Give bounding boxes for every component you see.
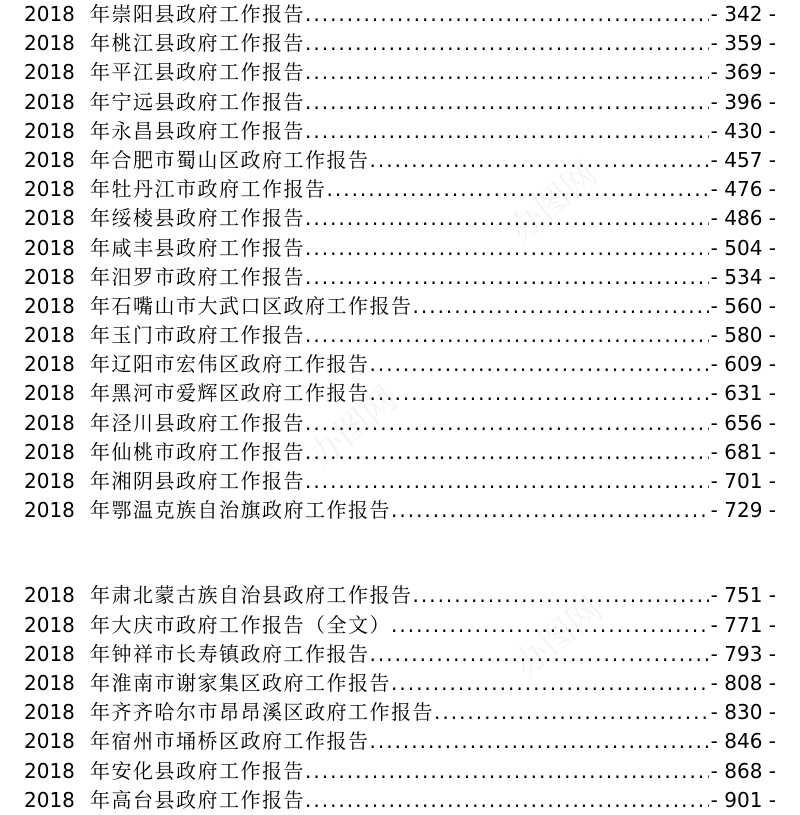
toc-entry[interactable] [24,669,776,698]
toc-entry-title: 年崇阳县政府工作报告 [90,2,305,26]
dot-leader [434,698,709,727]
toc-entry-year: 2018 [24,583,75,608]
toc-entry-page-number: - 396 - [710,89,776,114]
toc-entry[interactable] [24,117,776,146]
toc-entry-year: 2018 [24,498,75,523]
dot-leader [413,292,709,321]
toc-entry-title: 年辽阳市宏伟区政府工作报告 [90,352,370,377]
toc-entry-year: 2018 [24,2,75,26]
toc-entry-year: 2018 [24,60,75,85]
toc-entry-year: 2018 [24,729,75,754]
toc-entry-title: 年汨罗市政府工作报告 [90,264,305,289]
dot-leader [305,467,709,496]
dot-leader [391,611,709,640]
toc-entry-page-number: - 486 - [710,206,776,231]
toc-entry-page-number: - 609 - [710,352,776,377]
toc-entry-year: 2018 [24,293,75,318]
dot-leader [391,669,709,698]
toc-entry[interactable] [24,350,776,379]
toc-entry-title: 年钟祥市长寿镇政府工作报告 [90,641,370,666]
toc-entry[interactable] [24,29,776,58]
toc-entry-year: 2018 [24,439,75,464]
toc-entry-year: 2018 [24,89,75,114]
dot-leader [305,786,709,815]
dot-leader [305,438,709,467]
toc-entry-page-number: - 560 - [710,293,776,318]
toc-entry-title: 年黑河市爱辉区政府工作报告 [90,381,370,406]
toc-entry[interactable] [24,640,776,669]
toc-entry-page-number: - 681 - [710,439,776,464]
toc-entry-page-number: - 504 - [710,235,776,260]
toc-entry-page-number: - 868 - [710,758,776,783]
dot-leader [305,117,709,146]
toc-entry-year: 2018 [24,410,75,435]
toc-entry-year: 2018 [24,612,75,637]
toc-entry-page-number: - 580 - [710,323,776,348]
toc-entry-title: 年仙桃市政府工作报告 [90,439,305,464]
toc-entry-page-number: - 846 - [710,729,776,754]
table-of-contents [24,0,776,815]
toc-entry[interactable] [24,467,776,496]
toc-entry-title: 年大庆市政府工作报告（全文） [90,612,391,637]
watermark: 办图网 [501,154,606,251]
toc-entry-year: 2018 [24,787,75,812]
toc-entry-title: 年合肥市蜀山区政府工作报告 [90,147,370,172]
dot-leader [370,350,709,379]
dot-leader [305,321,709,350]
dot-leader [305,88,709,117]
toc-entry[interactable] [24,204,776,233]
dot-leader [327,175,709,204]
toc-entry-page-number: - 751 - [710,583,776,608]
dot-leader [305,58,709,87]
toc-entry-year: 2018 [24,323,75,348]
toc-entry-page-number: - 342 - [710,2,776,26]
dot-leader [413,581,709,610]
toc-entry-page-number: - 771 - [710,612,776,637]
toc-entry[interactable] [24,88,776,117]
dot-leader [305,0,709,29]
toc-entry-year: 2018 [24,641,75,666]
toc-entry[interactable] [24,146,776,175]
toc-entry-title: 年湘阴县政府工作报告 [90,469,305,493]
dot-leader [305,757,709,786]
toc-entry[interactable] [24,496,776,525]
dot-leader [305,204,709,233]
dot-leader [370,640,709,669]
toc-entry-title: 年高台县政府工作报告 [90,787,305,812]
toc-entry-year: 2018 [24,352,75,377]
toc-group-2 [24,581,776,815]
toc-entry[interactable] [24,175,776,204]
toc-entry-title: 年桃江县政府工作报告 [90,31,305,56]
toc-entry-year: 2018 [24,381,75,406]
dot-leader [305,409,709,438]
toc-entry-title: 年石嘴山市大武口区政府工作报告 [90,293,413,318]
toc-entry-page-number: - 631 - [710,381,776,406]
toc-entry-year: 2018 [24,206,75,231]
watermark: 办图网 [301,379,406,476]
toc-entry[interactable] [24,379,776,408]
dot-leader [391,496,709,525]
toc-entry[interactable] [24,757,776,786]
dot-leader [370,727,709,756]
toc-entry[interactable] [24,438,776,467]
toc-entry[interactable] [24,321,776,350]
toc-entry-year: 2018 [24,264,75,289]
toc-entry[interactable] [24,292,776,321]
toc-entry-title: 年永昌县政府工作报告 [90,118,305,143]
toc-entry-page-number: - 534 - [710,264,776,289]
toc-entry-year: 2018 [24,118,75,143]
toc-entry[interactable] [24,409,776,438]
dot-leader [305,263,709,292]
dot-leader [370,146,709,175]
dot-leader [305,29,709,58]
toc-entry-page-number: - 656 - [710,410,776,435]
toc-entry-page-number: - 369 - [710,60,776,85]
toc-entry[interactable] [24,727,776,756]
toc-entry-year: 2018 [24,700,75,725]
toc-entry-page-number: - 830 - [710,700,776,725]
toc-entry-title: 年鄂温克族自治旗政府工作报告 [90,498,391,523]
toc-entry-title: 年牡丹江市政府工作报告 [90,177,327,202]
toc-entry-page-number: - 457 - [710,147,776,172]
toc-entry-page-number: - 808 - [710,670,776,695]
toc-group-1 [24,0,776,525]
toc-entry-year: 2018 [24,177,75,202]
dot-leader [370,379,709,408]
dot-leader [305,234,709,263]
toc-entry-title: 年齐齐哈尔市昂昂溪区政府工作报告 [90,700,434,725]
toc-entry-page-number: - 901 - [710,787,776,812]
group-spacer [24,525,776,581]
toc-entry-year: 2018 [24,235,75,260]
toc-entry-title: 年淮南市谢家集区政府工作报告 [90,670,391,695]
toc-entry[interactable] [24,58,776,87]
toc-entry-page-number: - 359 - [710,31,776,56]
toc-entry[interactable] [24,263,776,292]
toc-entry-year: 2018 [24,469,75,493]
toc-entry-title: 年咸丰县政府工作报告 [90,235,305,260]
toc-entry-title: 年安化县政府工作报告 [90,758,305,783]
toc-entry-page-number: - 476 - [710,177,776,202]
toc-entry-year: 2018 [24,31,75,56]
toc-entry[interactable] [24,234,776,263]
toc-entry-page-number: - 793 - [710,641,776,666]
toc-entry-page-number: - 430 - [710,118,776,143]
toc-entry-year: 2018 [24,147,75,172]
toc-entry-title: 年玉门市政府工作报告 [90,323,305,348]
toc-entry[interactable] [24,581,776,610]
toc-entry-title: 年绥棱县政府工作报告 [90,206,305,231]
toc-entry[interactable] [24,0,776,29]
toc-entry-title: 年平江县政府工作报告 [90,60,305,85]
toc-entry[interactable] [24,786,776,815]
toc-entry-year: 2018 [24,670,75,695]
toc-entry[interactable] [24,611,776,640]
toc-entry-title: 年宿州市埇桥区政府工作报告 [90,729,370,754]
toc-entry-title: 年肃北蒙古族自治县政府工作报告 [90,583,413,608]
toc-entry-page-number: - 701 - [710,469,776,493]
toc-entry[interactable] [24,698,776,727]
toc-entry-title: 年泾川县政府工作报告 [90,410,305,435]
toc-entry-title: 年宁远县政府工作报告 [90,89,305,114]
toc-entry-page-number: - 729 - [710,498,776,523]
watermark: 办图网 [506,589,611,686]
toc-entry-year: 2018 [24,758,75,783]
